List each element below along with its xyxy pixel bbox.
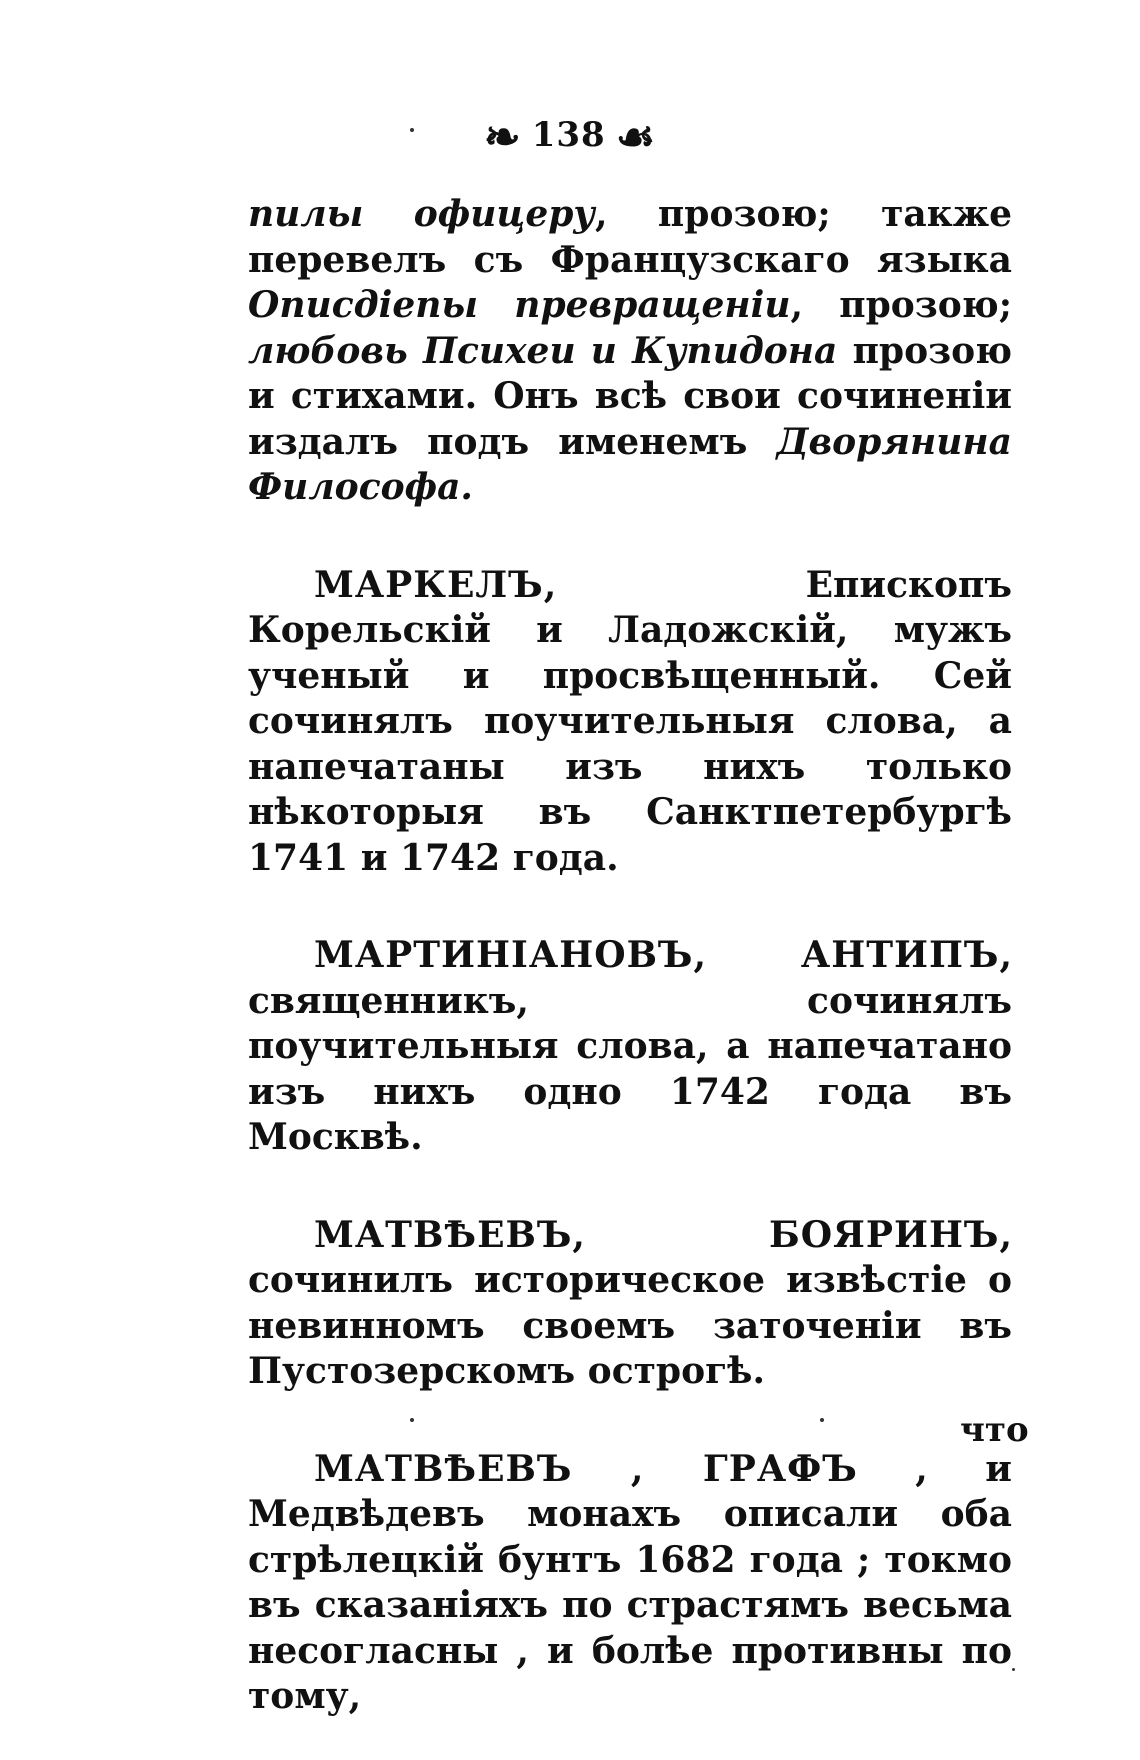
entry-heading: МАРКЕЛЪ — [314, 563, 544, 606]
entry-text: , священникъ, сочинялъ поучительныя слова, а напечатано изъ нихъ одно 1742 года въ Москвѣ. — [248, 934, 1012, 1158]
entry-text: , Епископъ Корельскій и Ладожскій, мужъ ученый и просвѣщенный. Сей сочинялъ поучительныя слова, а напечатаны изъ нихъ только нѣкоторыя въ Санктпетербургѣ 1741 и 1742 года. — [248, 563, 1012, 879]
print-speck — [410, 128, 414, 132]
continuation-paragraph — [248, 192, 1012, 511]
print-speck — [820, 1418, 824, 1422]
entry-text: , сочинилъ историческое извѣстіе о невинномъ своемъ заточеніи въ Пустозерскомъ острогѣ. — [248, 1213, 1012, 1392]
entry-heading: МАРТИНІАНОВЪ, АНТИПЪ — [314, 934, 1000, 976]
entry-matveev-graf — [248, 1447, 1012, 1720]
print-speck — [1012, 1668, 1015, 1671]
entry-matveev-boyarin — [248, 1213, 1012, 1395]
page-header — [0, 112, 1140, 163]
page-body — [248, 192, 1012, 1720]
text-fragment: , прозою; также перевелъ съ Французскаго языка — [248, 193, 1012, 281]
entry-text: , и Медвѣдевъ монахъ описали оба стрѣлецкій бунтъ 1682 года ; токмо въ сказаніяхъ по страстямъ весьма несогласны , и болѣе противны по тому, — [248, 1447, 1012, 1717]
entry-heading: МАТВѢЕВЪ, БОЯРИНЪ — [314, 1213, 1000, 1256]
italic-fragment: пилы — [248, 193, 364, 235]
text-fragment: прозою и стихами. Онъ всѣ свои сочиненіи издалъ подъ именемъ — [248, 329, 1012, 463]
italic-title-officer: офицеру — [413, 193, 595, 235]
entry-martinianov — [248, 933, 1012, 1161]
entry-markel — [248, 563, 1012, 882]
italic-title-nobleman-philosopher: Дворянина Философа. — [248, 420, 1012, 508]
left-ornament-icon: ❧ — [483, 112, 522, 163]
page-number: 138 — [531, 115, 606, 155]
right-ornament-icon: ☙ — [615, 112, 657, 163]
italic-title-psyche-cupid: любовь Психеи и Купидона — [248, 329, 838, 372]
catchword: что — [960, 1410, 1029, 1450]
print-speck — [410, 1418, 414, 1422]
italic-title-transformations: Описдіепы превращеніи — [248, 284, 791, 326]
entry-heading: МАТВѢЕВЪ , ГРАФЪ — [314, 1447, 858, 1490]
text-fragment: , прозою; — [790, 284, 1012, 326]
